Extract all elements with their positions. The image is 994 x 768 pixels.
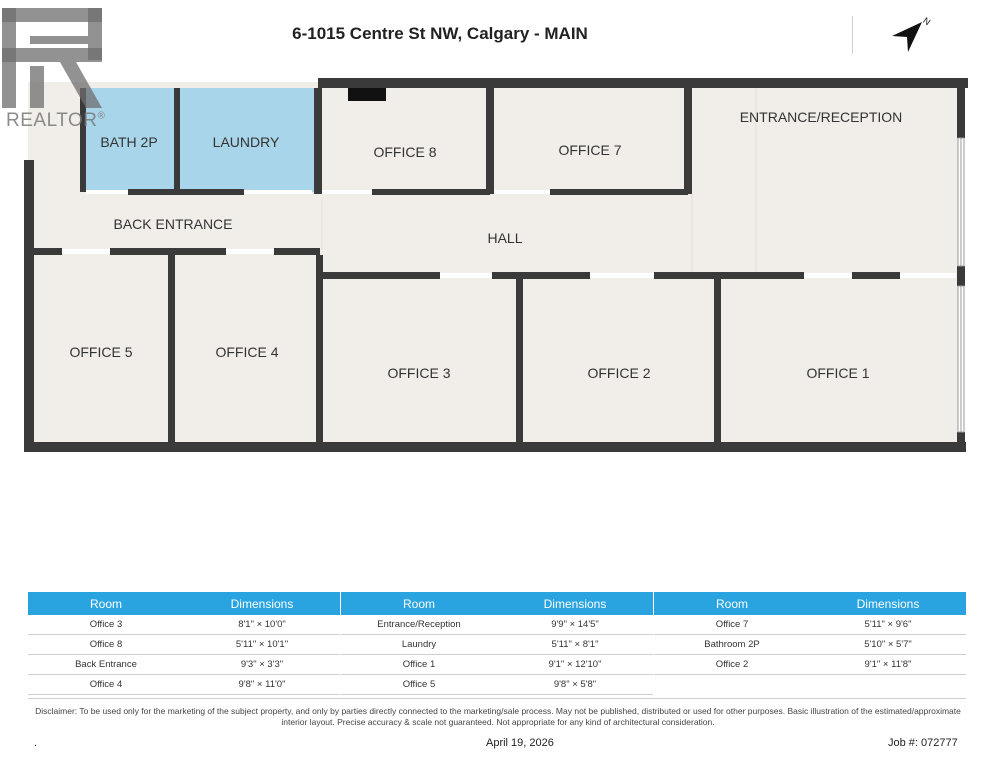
realtor-text: REALTOR [6,110,98,131]
table-row [654,635,966,655]
north-label: N [921,15,933,28]
job-number: Job #: 072777 [888,737,958,749]
table-row [654,615,966,635]
dims-cell: 9'8" × 11'0" [184,675,340,695]
table-row [341,655,653,675]
room-cell: Office 4 [28,675,184,695]
plan-title: 6-1015 Centre St NW, Calgary - MAIN [292,24,588,43]
room-label-office-4: OFFICE 4 [215,344,279,360]
room-label-back-entrance: BACK ENTRANCE [113,216,233,232]
dims-cell: 5'11" × 10'1" [184,635,340,655]
footer-dot: . [34,737,38,749]
room-label-entrance-reception: ENTRANCE/RECEPTION [739,109,903,125]
dims-cell: 5'11" × 8'1" [497,635,653,655]
dimensions-table-1 [28,592,340,695]
table-header-row [28,592,340,615]
table-header-room: Room [654,592,810,615]
dims-cell: 9'3" × 3'3" [184,655,340,675]
room-cell: Back Entrance [28,655,184,675]
realtor-wordmark [6,110,105,132]
room-cell: Bathroom 2P [654,635,810,655]
table-row [341,615,653,635]
dims-cell: 9'1" × 11'8" [810,655,966,675]
table-header-dimensions: Dimensions [497,592,653,615]
room-cell [654,675,810,695]
disclaimer-text: Disclaimer: To be used only for the marketing of the subject property, and only by parties directly connected to the marketing/sale process. May not be published, distributed or used for other purposes. Basic illustration of the estimated/approximate interior layout. Precise accuracy & scale not guaranteed. Not appropriate for any kind of architectural consideration. [35,706,961,727]
room-label-office-3: OFFICE 3 [387,365,451,381]
room-label-office-1: OFFICE 1 [806,365,870,381]
table-row [28,675,340,695]
table-header-dimensions: Dimensions [810,592,966,615]
room-label-laundry: LAUNDRY [212,134,280,150]
realtor-r-icon [0,8,104,108]
realtor-reg-mark: ® [97,110,106,122]
table-row [28,655,340,675]
room-cell: Laundry [341,635,497,655]
dims-cell [810,675,966,695]
room-cell: Entrance/Reception [341,615,497,635]
room-label-office-2: OFFICE 2 [587,365,651,381]
room-cell: Office 5 [341,675,497,695]
room-label-bath-2p: BATH 2P [100,134,158,150]
table-header-row [654,592,966,615]
dimensions-table-3 [654,592,966,694]
room-label-office-8: OFFICE 8 [373,144,437,160]
table-row [654,675,966,695]
table-header-room: Room [341,592,497,615]
footer-divider [28,698,966,699]
dimensions-table-2 [341,592,653,695]
room-cell: Office 3 [28,615,184,635]
room-cell: Office 7 [654,615,810,635]
table-header-dimensions: Dimensions [184,592,340,615]
table-row [28,615,340,635]
room-cell: Office 8 [28,635,184,655]
room-cell: Office 2 [654,655,810,675]
dims-cell: 9'8" × 5'8" [497,675,653,695]
utility-block [348,88,386,101]
realtor-logo [0,0,120,135]
dims-cell: 9'1" × 12'10" [497,655,653,675]
dims-cell: 5'11" × 9'6" [810,615,966,635]
table-header-room: Room [28,592,184,615]
dims-cell: 5'10" × 5'7" [810,635,966,655]
room-label-hall: HALL [487,230,523,246]
dims-cell: 8'1" × 10'0" [184,615,340,635]
room-label-office-5: OFFICE 5 [69,344,133,360]
table-row [341,635,653,655]
dims-cell: 9'9" × 14'5" [497,615,653,635]
room-label-office-7: OFFICE 7 [558,142,622,158]
table-row [654,655,966,675]
table-row [28,635,340,655]
room-cell: Office 1 [341,655,497,675]
table-header-row [341,592,653,615]
plan-date: April 19, 2026 [486,737,554,749]
table-row [341,675,653,695]
